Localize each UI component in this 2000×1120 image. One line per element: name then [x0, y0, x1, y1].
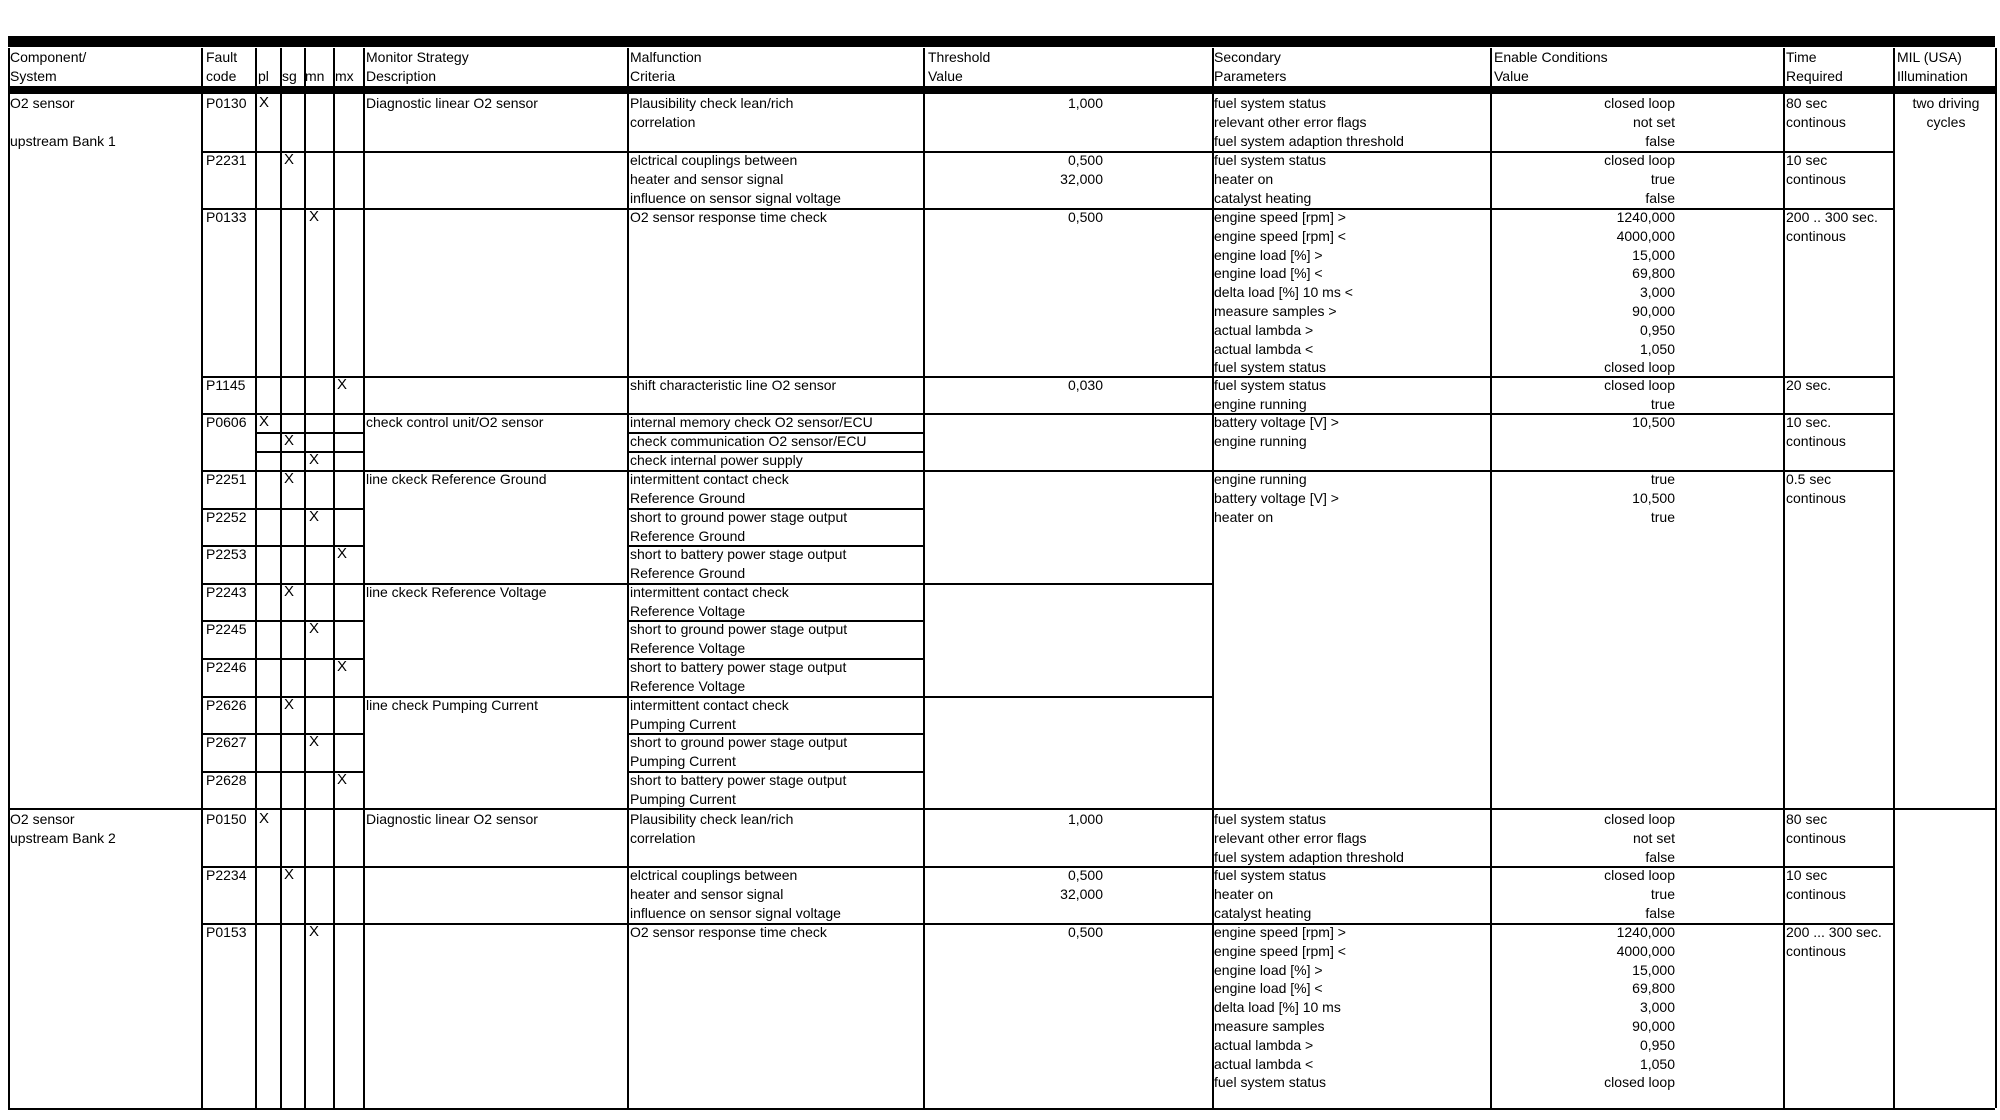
fault-mark-sg: X	[283, 696, 294, 713]
fault-mark-mn: X	[308, 620, 319, 637]
malfunction-criteria: short to battery power stage output	[630, 659, 847, 675]
fault-code: P2251	[206, 471, 247, 487]
header-mn: mn	[305, 68, 325, 84]
malfunction-criteria: short to ground power stage output	[630, 734, 848, 750]
secondary-parameter: engine speed [rpm] >	[1214, 924, 1346, 940]
fault-mark-sg: X	[283, 151, 294, 168]
enable-condition: 15,000	[1632, 246, 1675, 263]
enable-condition: closed loop	[1604, 95, 1675, 111]
enable-condition: 0,950	[1639, 1036, 1675, 1053]
enable-condition: 10,500	[1632, 489, 1675, 506]
fault-mark-pl: X	[258, 810, 269, 827]
monitor-strategy: line check Pumping Current	[366, 697, 538, 713]
fault-mark-pl: X	[258, 413, 269, 430]
enable-condition: true	[1650, 170, 1675, 187]
time-required: continous	[1786, 227, 1846, 244]
malfunction-criteria: Reference Voltage	[630, 602, 746, 619]
secondary-parameter: fuel system status	[1214, 95, 1327, 111]
header-pl: pl	[258, 68, 269, 84]
malfunction-criteria: correlation	[630, 113, 696, 130]
header-monitor: Description	[366, 67, 437, 84]
secondary-parameter: heater on	[1214, 508, 1274, 525]
secondary-parameter: battery voltage [V] >	[1214, 414, 1339, 430]
enable-condition: true	[1650, 885, 1675, 902]
enable-condition: false	[1645, 132, 1675, 149]
fault-mark-sg: X	[283, 470, 294, 487]
table-bottom-rule	[8, 1108, 1995, 1110]
column-divider	[627, 48, 629, 1108]
enable-condition: 69,800	[1632, 265, 1675, 282]
fault-mark-mx: X	[336, 658, 347, 675]
time-required: 80 sec	[1786, 95, 1828, 111]
secondary-parameter: fuel system status	[1214, 1074, 1327, 1091]
malfunction-criteria: intermittent contact check	[630, 584, 789, 600]
fault-mark-pl: X	[258, 94, 269, 111]
fault-code: P0153	[206, 924, 247, 940]
enable-condition: 3,000	[1639, 999, 1675, 1016]
enable-condition: false	[1645, 904, 1675, 921]
threshold-value: 0,030	[1067, 377, 1103, 393]
secondary-parameter: engine speed [rpm] <	[1214, 227, 1346, 244]
malfunction-criteria: intermittent contact check	[630, 697, 789, 713]
fault-mark-mn: X	[308, 451, 319, 468]
secondary-parameter: engine running	[1214, 395, 1307, 412]
header-time: Required	[1786, 67, 1843, 84]
threshold-value: 32,000	[1060, 885, 1103, 902]
malfunction-criteria: Plausibility check lean/rich	[630, 811, 794, 827]
fault-code: P2626	[206, 697, 247, 713]
fault-mark-mx: X	[336, 545, 347, 562]
monitor-strategy: check control unit/O2 sensor	[366, 414, 544, 430]
secondary-parameter: engine load [%] >	[1214, 246, 1323, 263]
fault-code: P1145	[206, 377, 246, 393]
malfunction-criteria: check internal power supply	[630, 451, 803, 468]
time-required: 10 sec	[1786, 867, 1828, 883]
malfunction-criteria: O2 sensor response time check	[630, 209, 827, 225]
time-required: 80 sec	[1786, 811, 1828, 827]
component-name: O2 sensor	[10, 811, 75, 827]
enable-condition: 1,050	[1639, 340, 1675, 357]
malfunction-criteria: Reference Ground	[630, 564, 746, 581]
header-secondary: Parameters	[1214, 67, 1287, 84]
time-required: continous	[1786, 170, 1846, 187]
monitor-strategy: Diagnostic linear O2 sensor	[366, 811, 538, 827]
secondary-parameter: measure samples	[1214, 1018, 1325, 1034]
malfunction-criteria: Reference Ground	[630, 489, 746, 506]
column-divider	[923, 48, 925, 1108]
header-mil: MIL (USA)	[1897, 49, 1962, 65]
enable-condition: 15,000	[1632, 961, 1675, 978]
time-required: 10 sec.	[1786, 414, 1832, 430]
malfunction-criteria: Plausibility check lean/rich	[630, 95, 794, 111]
fault-code: P2243	[206, 584, 247, 600]
threshold-value: 0,500	[1067, 209, 1103, 225]
secondary-parameter: relevant other error flags	[1214, 829, 1367, 846]
enable-condition: 0,950	[1639, 321, 1675, 338]
secondary-parameter: fuel system adaption threshold	[1214, 132, 1404, 149]
enable-condition: 3,000	[1639, 284, 1675, 301]
column-divider	[201, 48, 203, 1108]
enable-condition: true	[1650, 471, 1675, 487]
malfunction-criteria: short to battery power stage output	[630, 546, 847, 562]
threshold-value: 1,000	[1067, 95, 1103, 111]
fault-code: P2252	[206, 509, 247, 525]
fault-code: P0133	[206, 209, 247, 225]
threshold-value: 0,500	[1067, 867, 1103, 883]
secondary-parameter: measure samples >	[1214, 303, 1337, 319]
enable-condition: 10,500	[1632, 414, 1675, 430]
malfunction-criteria: Pumping Current	[630, 790, 736, 807]
fault-code: P0606	[206, 414, 247, 430]
secondary-parameter: engine load [%] <	[1214, 980, 1323, 997]
header-threshold: Threshold	[928, 49, 991, 65]
malfunction-criteria: heater and sensor signal	[630, 170, 784, 187]
header-secondary: Secondary	[1214, 49, 1281, 65]
time-required: 10 sec	[1786, 152, 1828, 168]
enable-condition: false	[1645, 848, 1675, 865]
fault-mark-mn: X	[308, 733, 319, 750]
fault-code: P2627	[206, 734, 247, 750]
malfunction-criteria: short to ground power stage output	[630, 509, 848, 525]
threshold-value: 32,000	[1060, 170, 1103, 187]
secondary-parameter: delta load [%] 10 ms	[1214, 999, 1341, 1016]
secondary-parameter: engine load [%] >	[1214, 961, 1323, 978]
fault-code: P0150	[206, 811, 247, 827]
header-enable: Enable Conditions	[1494, 49, 1608, 65]
threshold-value: 0,500	[1067, 924, 1103, 940]
header-threshold: Value	[928, 67, 963, 84]
enable-condition: 1240,000	[1616, 924, 1675, 940]
secondary-parameter: relevant other error flags	[1214, 113, 1367, 130]
monitor-strategy: line ckeck Reference Ground	[366, 471, 547, 487]
fault-mark-mx: X	[336, 376, 347, 393]
enable-condition: not set	[1632, 829, 1675, 846]
header-enable: Value	[1494, 67, 1529, 84]
secondary-parameter: fuel system status	[1214, 377, 1327, 393]
secondary-parameter: fuel system status	[1214, 811, 1327, 827]
header-bottom-rule	[8, 86, 1995, 94]
sub-row-divider	[255, 432, 363, 434]
secondary-parameter: actual lambda <	[1214, 1055, 1314, 1072]
secondary-parameter: engine speed [rpm] >	[1214, 209, 1346, 225]
malfunction-criteria: Reference Ground	[630, 527, 746, 544]
monitor-strategy: Diagnostic linear O2 sensor	[366, 95, 538, 111]
monitor-strategy: line ckeck Reference Voltage	[366, 584, 547, 600]
enable-condition: 90,000	[1632, 1018, 1675, 1034]
enable-condition: 4000,000	[1616, 942, 1675, 959]
header-malfunction: Malfunction	[630, 49, 702, 65]
header-time: Time	[1786, 49, 1817, 65]
header-mil: Illumination	[1897, 67, 1968, 84]
header-fault: Fault	[206, 49, 238, 65]
malfunction-criteria: short to ground power stage output	[630, 621, 848, 637]
secondary-parameter: catalyst heating	[1214, 189, 1312, 206]
enable-condition: closed loop	[1604, 152, 1675, 168]
column-divider	[280, 48, 282, 1108]
header-malfunction: Criteria	[630, 67, 676, 84]
fault-mark-mn: X	[308, 208, 319, 225]
column-divider	[1893, 48, 1895, 1108]
time-required: 200 ... 300 sec.	[1786, 924, 1882, 940]
secondary-parameter: delta load [%] 10 ms <	[1214, 284, 1353, 301]
malfunction-criteria: elctrical couplings between	[630, 152, 798, 168]
enable-condition: closed loop	[1604, 377, 1675, 393]
column-divider	[304, 48, 306, 1108]
enable-condition: true	[1650, 395, 1675, 412]
enable-condition: true	[1650, 508, 1675, 525]
enable-condition: 1240,000	[1616, 209, 1675, 225]
malfunction-criteria: correlation	[630, 829, 696, 846]
enable-condition: 4000,000	[1616, 227, 1675, 244]
column-divider	[1995, 48, 1997, 1108]
header-mx: mx	[335, 68, 354, 84]
time-required: continous	[1786, 489, 1846, 506]
fault-code: P2245	[206, 621, 247, 637]
enable-condition: 90,000	[1632, 303, 1675, 319]
fault-code: P2231	[206, 152, 247, 168]
time-required: continous	[1786, 113, 1846, 130]
secondary-parameter: battery voltage [V] >	[1214, 489, 1339, 506]
secondary-parameter: engine running	[1214, 432, 1307, 449]
secondary-parameter: actual lambda >	[1214, 1036, 1314, 1053]
enable-condition: 69,800	[1632, 980, 1675, 997]
malfunction-criteria: short to battery power stage output	[630, 772, 847, 788]
column-divider	[333, 48, 335, 1108]
fault-code: P2628	[206, 772, 247, 788]
secondary-parameter: engine speed [rpm] <	[1214, 942, 1346, 959]
fault-code: P2246	[206, 659, 247, 675]
header-monitor: Monitor Strategy	[366, 49, 469, 65]
component-name: upstream Bank 2	[10, 829, 116, 846]
malfunction-criteria: heater and sensor signal	[630, 885, 784, 902]
time-required: 20 sec.	[1786, 377, 1832, 393]
malfunction-criteria: internal memory check O2 sensor/ECU	[630, 414, 873, 430]
secondary-parameter: catalyst heating	[1214, 904, 1312, 921]
time-required: continous	[1786, 432, 1846, 449]
enable-condition: closed loop	[1604, 359, 1675, 376]
fault-code: P0130	[206, 95, 247, 111]
time-required: 0.5 sec	[1786, 471, 1832, 487]
component-name: O2 sensor	[10, 95, 75, 111]
fault-mark-sg: X	[283, 866, 294, 883]
fault-mark-sg: X	[283, 583, 294, 600]
secondary-parameter: actual lambda >	[1214, 321, 1314, 338]
header-component: System	[10, 67, 57, 84]
secondary-parameter: heater on	[1214, 170, 1274, 187]
threshold-value: 1,000	[1067, 811, 1103, 827]
secondary-parameter: engine load [%] <	[1214, 265, 1323, 282]
mil-illumination: cycles	[1926, 113, 1966, 130]
secondary-parameter: heater on	[1214, 885, 1274, 902]
malfunction-criteria: influence on sensor signal voltage	[630, 189, 841, 206]
malfunction-criteria: influence on sensor signal voltage	[630, 904, 841, 921]
time-required: continous	[1786, 885, 1846, 902]
fault-mark-sg: X	[283, 432, 294, 449]
time-required: continous	[1786, 942, 1846, 959]
header-sg: sg	[282, 68, 297, 84]
column-divider	[255, 48, 257, 1108]
enable-condition: closed loop	[1604, 1074, 1675, 1091]
time-required: continous	[1786, 829, 1846, 846]
malfunction-criteria: Pumping Current	[630, 752, 736, 769]
malfunction-criteria: shift characteristic line O2 sensor	[630, 377, 837, 393]
secondary-parameter: fuel system status	[1214, 867, 1327, 883]
mil-illumination: two driving	[1912, 95, 1980, 111]
column-divider	[8, 48, 10, 1108]
enable-condition: false	[1645, 189, 1675, 206]
column-divider	[1783, 48, 1785, 1108]
malfunction-criteria: Reference Voltage	[630, 639, 746, 656]
enable-condition: not set	[1632, 113, 1675, 130]
malfunction-criteria: elctrical couplings between	[630, 867, 798, 883]
secondary-parameter: engine running	[1214, 471, 1307, 487]
column-divider	[363, 48, 365, 1108]
header-fault: code	[206, 67, 237, 84]
secondary-parameter: fuel system status	[1214, 359, 1327, 376]
malfunction-criteria: check communication O2 sensor/ECU	[630, 432, 867, 449]
secondary-parameter: fuel system status	[1214, 152, 1327, 168]
secondary-parameter: fuel system adaption threshold	[1214, 848, 1404, 865]
fault-code: P2253	[206, 546, 247, 562]
fault-mark-mx: X	[336, 771, 347, 788]
header-component: Component/	[10, 49, 87, 65]
component-name: upstream Bank 1	[10, 132, 116, 149]
enable-condition: closed loop	[1604, 867, 1675, 883]
malfunction-criteria: O2 sensor response time check	[630, 924, 827, 940]
enable-condition: 1,050	[1639, 1055, 1675, 1072]
fault-mark-mn: X	[308, 508, 319, 525]
secondary-parameter: actual lambda <	[1214, 340, 1314, 357]
malfunction-criteria: Reference Voltage	[630, 677, 746, 694]
header-top-rule	[8, 36, 1995, 47]
enable-condition: closed loop	[1604, 811, 1675, 827]
fault-code: P2234	[206, 867, 247, 883]
malfunction-criteria: Pumping Current	[630, 715, 736, 732]
threshold-value: 0,500	[1067, 152, 1103, 168]
fault-mark-mn: X	[308, 923, 319, 940]
time-required: 200 .. 300 sec.	[1786, 209, 1878, 225]
malfunction-criteria: intermittent contact check	[630, 471, 789, 487]
